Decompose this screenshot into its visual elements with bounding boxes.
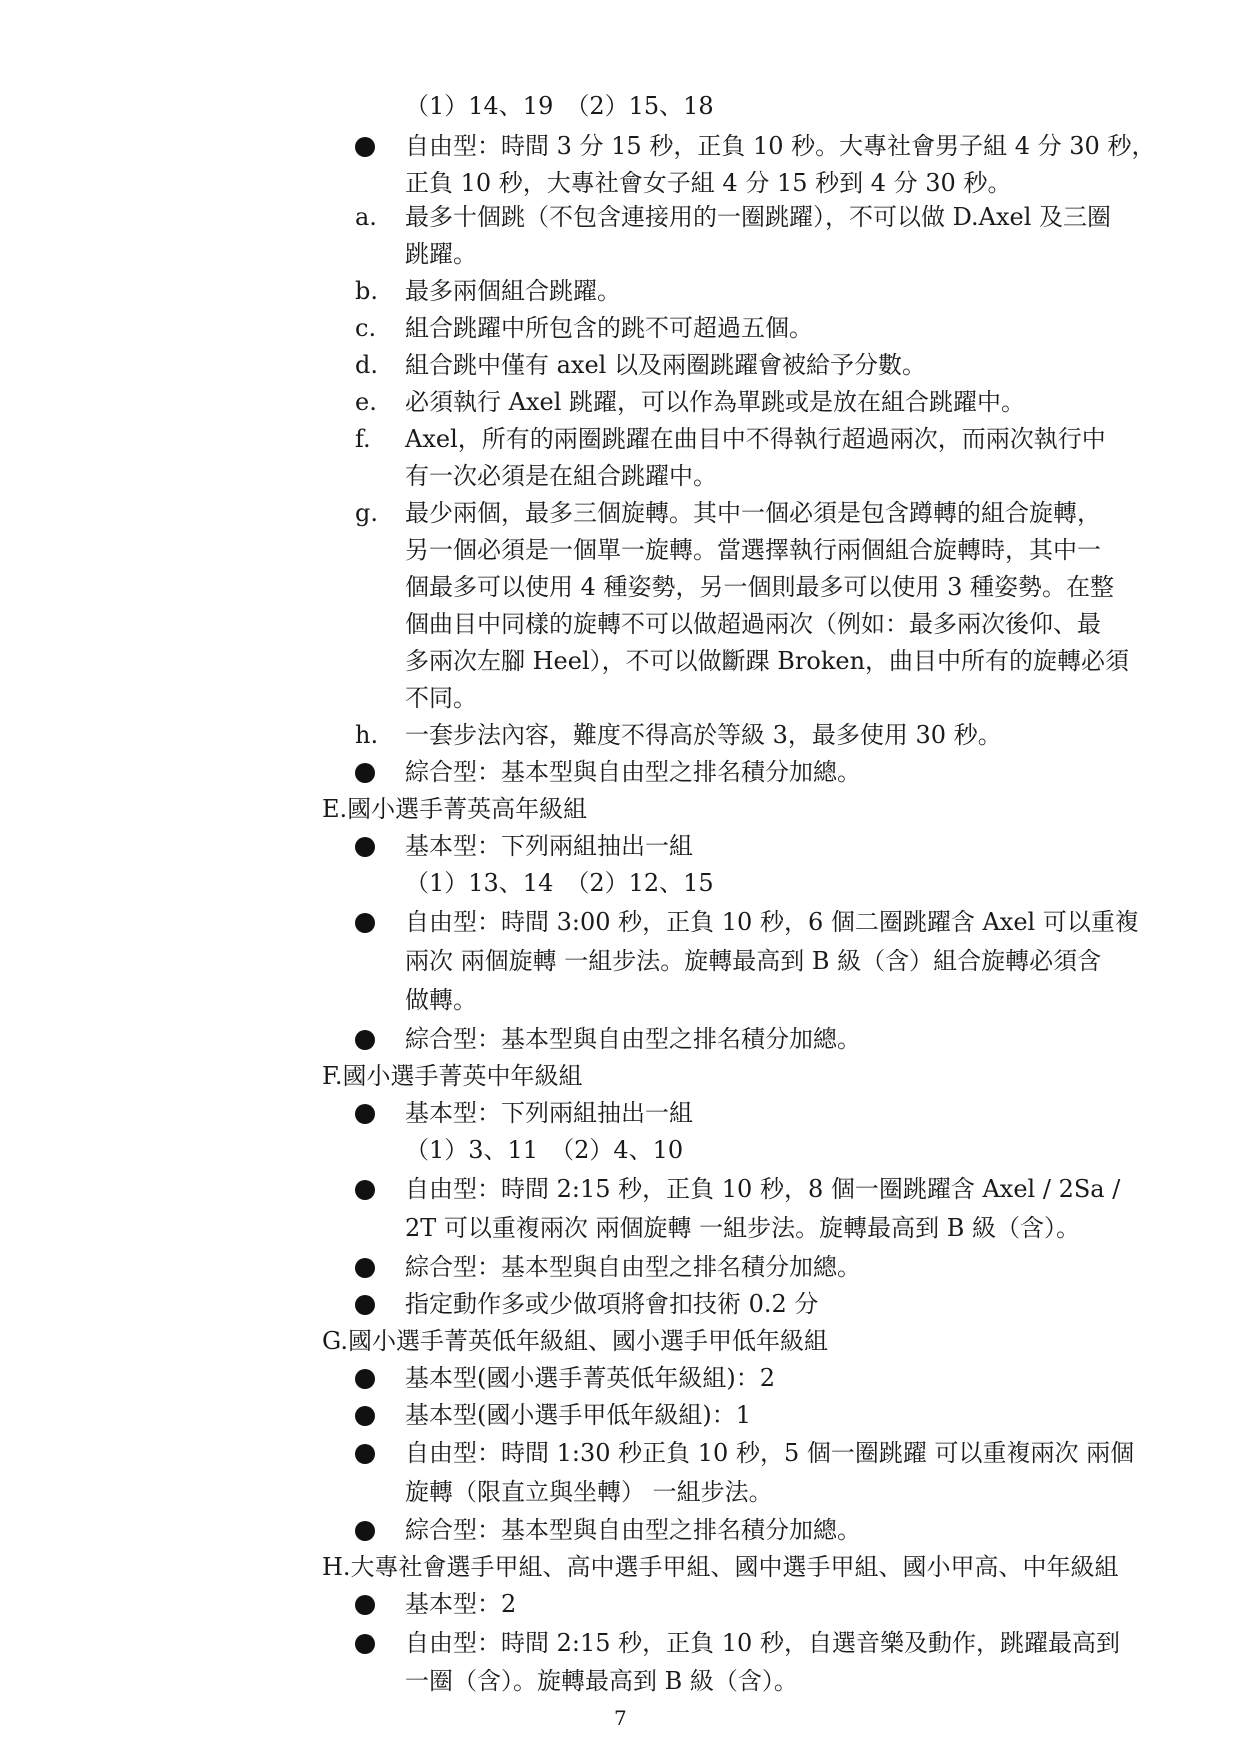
rule-text: 必須執行 Axel 跳躍，可以作為單跳或是放在組合跳躍中。 xyxy=(405,388,1026,416)
rule-marker: g. xyxy=(355,499,378,527)
combined-text: 綜合型：基本型與自由型之排名積分加總。 xyxy=(405,758,861,786)
rule-text: 有一次必須是在組合跳躍中。 xyxy=(405,462,717,490)
rule-text: 一套步法內容，難度不得高於等級 3，最多使用 30 秒。 xyxy=(405,721,1002,749)
rule-text: 組合跳躍中所包含的跳不可超過五個。 xyxy=(405,314,813,342)
free-program-text-cont: 兩次 兩個旋轉 一組步法。旋轉最高到 B 級（含）組合旋轉必須含 xyxy=(405,947,1102,975)
free-program-text-cont: 2T 可以重複兩次 兩個旋轉 一組步法。旋轉最高到 B 級（含）。 xyxy=(405,1214,1081,1242)
rule-text: Axel，所有的兩圈跳躍在曲目中不得執行超過兩次，而兩次執行中 xyxy=(405,425,1106,453)
free-program-text: 自由型：時間 1:30 秒正負 10 秒，5 個一圈跳躍 可以重複兩次 兩個 xyxy=(405,1439,1135,1467)
bullet-icon xyxy=(355,1444,375,1464)
deduction-text: 指定動作多或少做項將會扣技術 0.2 分 xyxy=(405,1290,819,1318)
draw-options-text: （1）14、19 （2）15、18 xyxy=(405,92,714,120)
rule-marker: b. xyxy=(355,277,378,305)
bullet-icon xyxy=(355,913,375,933)
free-program-text: 自由型：時間 2:15 秒，正負 10 秒，自選音樂及動作，跳躍最高到 xyxy=(405,1629,1120,1657)
page-number: 7 xyxy=(614,1706,627,1730)
bullet-icon xyxy=(355,1180,375,1200)
rule-text: 多兩次左腳 Heel），不可以做斷踝 Broken，曲目中所有的旋轉必須 xyxy=(405,647,1130,675)
bullet-icon xyxy=(355,1030,375,1050)
combined-text: 綜合型：基本型與自由型之排名積分加總。 xyxy=(405,1516,861,1544)
rule-text: 不同。 xyxy=(405,684,477,712)
rule-marker: h. xyxy=(355,721,379,749)
rule-text: 個最多可以使用 4 種姿勢，另一個則最多可以使用 3 種姿勢。在整 xyxy=(405,573,1115,601)
rule-text: 最少兩個，最多三個旋轉。其中一個必須是包含蹲轉的組合旋轉， xyxy=(405,499,1101,527)
bullet-icon xyxy=(355,1295,375,1315)
section-heading-g: G.國小選手菁英低年級組、國小選手甲低年級組 xyxy=(322,1327,828,1355)
free-program-text-cont: 一圈（含）。旋轉最高到 B 級（含）。 xyxy=(405,1667,798,1695)
bullet-icon xyxy=(355,837,375,857)
combined-text: 綜合型：基本型與自由型之排名積分加總。 xyxy=(405,1253,861,1281)
free-program-text: 自由型：時間 3 分 15 秒，正負 10 秒。大專社會男子組 4 分 30 秒， xyxy=(405,132,1156,160)
rule-marker: a. xyxy=(355,203,377,231)
rule-marker: f. xyxy=(355,425,371,453)
rule-text: 最多十個跳（不包含連接用的一圈跳躍），不可以做 D.Axel 及三圈 xyxy=(405,203,1112,231)
bullet-icon xyxy=(355,1521,375,1541)
rule-marker: e. xyxy=(355,388,377,416)
section-heading-h: H.大專社會選手甲組、高中選手甲組、國中選手甲組、國小甲高、中年級組 xyxy=(322,1553,1119,1581)
rule-text: 另一個必須是一個單一旋轉。當選擇執行兩個組合旋轉時，其中一 xyxy=(405,536,1101,564)
section-heading-f: F.國小選手菁英中年級組 xyxy=(322,1062,583,1090)
rule-marker: d. xyxy=(355,351,378,379)
rule-text: 個曲目中同樣的旋轉不可以做超過兩次（例如：最多兩次後仰、最 xyxy=(405,610,1101,638)
basic-program-text: 基本型：2 xyxy=(405,1590,517,1618)
free-program-text-cont: 做轉。 xyxy=(405,986,477,1014)
draw-options-text: （1）3、11 （2）4、10 xyxy=(405,1136,684,1164)
rule-text: 跳躍。 xyxy=(405,240,477,268)
bullet-icon xyxy=(355,763,375,783)
combined-text: 綜合型：基本型與自由型之排名積分加總。 xyxy=(405,1025,861,1053)
basic-program-text: 基本型(國小選手甲低年級組)：1 xyxy=(405,1401,751,1429)
free-program-text: 自由型：時間 3:00 秒，正負 10 秒，6 個二圈跳躍含 Axel 可以重複 xyxy=(405,908,1139,936)
basic-program-text: 基本型：下列兩組抽出一組 xyxy=(405,1099,693,1127)
bullet-icon xyxy=(355,1258,375,1278)
bullet-icon xyxy=(355,1104,375,1124)
bullet-icon xyxy=(355,1634,375,1654)
free-program-text-cont: 旋轉（限直立與坐轉） 一組步法。 xyxy=(405,1478,773,1506)
free-program-text: 自由型：時間 2:15 秒，正負 10 秒，8 個一圈跳躍含 Axel / 2Sa / xyxy=(405,1175,1121,1203)
basic-program-text: 基本型：下列兩組抽出一組 xyxy=(405,832,693,860)
basic-program-text: 基本型(國小選手菁英低年級組)：2 xyxy=(405,1364,775,1392)
rule-marker: c. xyxy=(355,314,377,342)
bullet-icon xyxy=(355,137,375,157)
section-heading-e: E.國小選手菁英高年級組 xyxy=(322,795,588,823)
rule-text: 最多兩個組合跳躍。 xyxy=(405,277,621,305)
rule-text: 組合跳中僅有 axel 以及兩圈跳躍會被給予分數。 xyxy=(405,351,926,379)
draw-options-text: （1）13、14 （2）12、15 xyxy=(405,869,714,897)
bullet-icon xyxy=(355,1595,375,1615)
bullet-icon xyxy=(355,1406,375,1426)
free-program-text-cont: 正負 10 秒，大專社會女子組 4 分 15 秒到 4 分 30 秒。 xyxy=(405,169,1012,197)
bullet-icon xyxy=(355,1369,375,1389)
